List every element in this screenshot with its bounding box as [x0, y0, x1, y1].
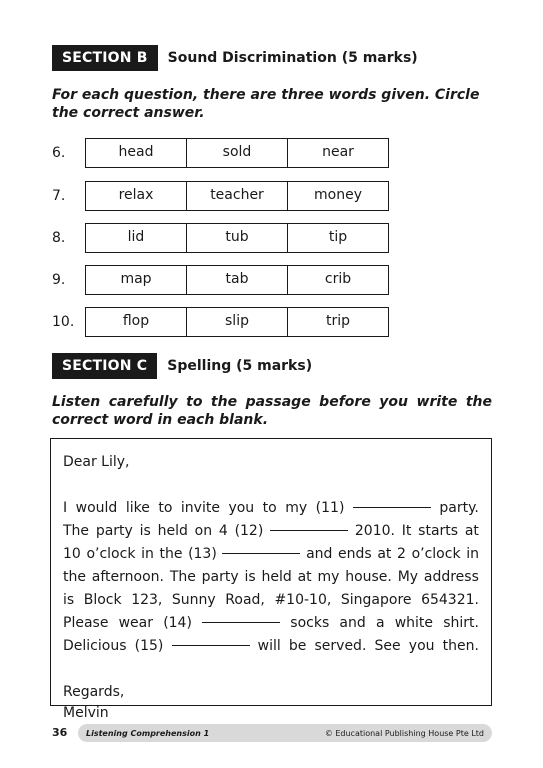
- question-row: [52, 138, 389, 168]
- letter-greeting: Dear Lily,: [63, 454, 130, 470]
- letter-word: my: [317, 569, 340, 585]
- answer-blank[interactable]: [353, 497, 431, 508]
- letter-word: party: [201, 569, 239, 585]
- word-option[interactable]: slip: [187, 308, 288, 336]
- word-option[interactable]: tub: [187, 224, 288, 252]
- letter-word: and: [306, 546, 333, 562]
- letter-word: I: [63, 500, 68, 516]
- letter-word: 2: [397, 546, 406, 562]
- word-options: [85, 223, 389, 253]
- book-title: Listening Comprehension 1: [86, 728, 210, 738]
- letter-word: Please: [63, 615, 109, 631]
- letter-word: held: [261, 569, 292, 585]
- letter-line: [63, 635, 479, 658]
- letter-word: 123,: [131, 592, 163, 608]
- question-number: 8.: [52, 230, 66, 246]
- question-row: [52, 181, 389, 211]
- question-row: [52, 223, 389, 253]
- question-number: 10.: [52, 314, 75, 330]
- word-option[interactable]: trip: [325, 313, 351, 329]
- letter-word: you: [228, 500, 255, 516]
- word-option[interactable]: map: [86, 266, 187, 294]
- question-number: 6.: [52, 145, 66, 161]
- letter-word: afternoon.: [91, 569, 164, 585]
- section-c-tag: SECTION C: [52, 353, 157, 379]
- letter-signature: Melvin: [63, 705, 109, 721]
- word-option[interactable]: tip: [328, 229, 348, 245]
- letter-word: to: [158, 500, 173, 516]
- word-options: [85, 307, 389, 337]
- letter-word: It: [401, 523, 412, 539]
- letter-word: would: [75, 500, 118, 516]
- letter-word: you: [408, 638, 435, 654]
- question-row: [52, 307, 389, 337]
- letter-word: my: [285, 500, 308, 516]
- letter-word: socks: [290, 615, 330, 631]
- footer-bar: [78, 724, 492, 742]
- letter-word: party: [95, 523, 133, 539]
- letter-line: [63, 589, 479, 612]
- answer-blank[interactable]: [270, 520, 348, 531]
- letter-word: in: [466, 546, 479, 562]
- letter-word: starts: [418, 523, 459, 539]
- letter-word: address: [423, 569, 479, 585]
- section-b-title: Sound Discrimination (5 marks): [167, 50, 418, 66]
- letter-word: white: [394, 615, 434, 631]
- letter-word: (11): [315, 500, 345, 516]
- section-b-instruction: For each question, there are three words given. Circle the correct answer.: [52, 87, 480, 121]
- word-options: [85, 181, 389, 211]
- letter-word: Delicious: [63, 638, 127, 654]
- letter-line: [63, 520, 479, 543]
- letter-word: will: [257, 638, 281, 654]
- letter-word: 4: [218, 523, 228, 539]
- section-c-header: [52, 353, 312, 379]
- letter-word: the: [159, 546, 183, 562]
- word-options: [85, 138, 389, 168]
- letter-word: be: [288, 638, 307, 654]
- letter-line: [63, 497, 479, 520]
- letter-word: house.: [345, 569, 392, 585]
- copyright-notice: © Educational Publishing House Pte Ltd: [324, 728, 484, 738]
- letter-word: (13): [188, 546, 217, 562]
- letter-word: is: [63, 592, 75, 608]
- letter-word: Road,: [225, 592, 265, 608]
- letter-word: at: [464, 523, 479, 539]
- letter-word: to: [262, 500, 277, 516]
- letter-word: Block: [83, 592, 122, 608]
- letter-word: wear: [118, 615, 154, 631]
- question-number: 9.: [52, 272, 66, 288]
- letter-word: then.: [442, 638, 479, 654]
- letter-word: the: [63, 569, 86, 585]
- letter-word: Sunny: [171, 592, 216, 608]
- letter-line: [63, 566, 479, 589]
- word-option[interactable]: head: [86, 139, 187, 167]
- letter-word: a: [375, 615, 385, 631]
- word-option[interactable]: relax: [86, 182, 187, 210]
- word-option[interactable]: near: [322, 144, 354, 160]
- word-options: [85, 265, 389, 295]
- word-option[interactable]: tab: [187, 266, 288, 294]
- letter-word: 654321.: [421, 592, 479, 608]
- answer-blank[interactable]: [172, 635, 250, 646]
- letter-word: in: [141, 546, 154, 562]
- letter-word: The: [169, 569, 196, 585]
- page-number: 36: [52, 726, 68, 739]
- letter-box: [50, 438, 492, 721]
- letter-word: 10: [63, 546, 81, 562]
- letter-word: like: [125, 500, 150, 516]
- letter-word: #10-10,: [274, 592, 332, 608]
- letter-word: o’clock: [86, 546, 136, 562]
- letter-word: shirt.: [443, 615, 479, 631]
- letter-line: [63, 612, 479, 635]
- letter-line: [63, 543, 479, 566]
- letter-body: [63, 497, 479, 658]
- letter-word: and: [339, 615, 366, 631]
- letter-word: See: [374, 638, 401, 654]
- letter-word: at: [297, 569, 312, 585]
- answer-blank[interactable]: [222, 543, 300, 554]
- section-c-instruction: Listen carefully to the passage before you write the correct word in each blank.: [52, 394, 492, 428]
- letter-word: The: [63, 523, 90, 539]
- letter-word: (14): [163, 615, 192, 631]
- letter-word: served.: [314, 638, 367, 654]
- section-c-title: Spelling (5 marks): [167, 358, 313, 374]
- question-number: 7.: [52, 188, 66, 204]
- letter-word: on: [194, 523, 213, 539]
- question-row: [52, 265, 389, 295]
- word-option[interactable]: lid: [86, 224, 187, 252]
- letter-word: My: [397, 569, 419, 585]
- letter-word: at: [377, 546, 392, 562]
- letter-word: ends: [338, 546, 372, 562]
- letter-word: (12): [234, 523, 264, 539]
- letter-word: is: [244, 569, 256, 585]
- word-option[interactable]: teacher: [187, 182, 288, 210]
- letter-word: invite: [180, 500, 220, 516]
- letter-word: is: [139, 523, 151, 539]
- letter-word: 2010.: [354, 523, 395, 539]
- section-b-tag: SECTION B: [52, 45, 158, 71]
- letter-closing: Regards,: [63, 684, 125, 700]
- letter-word: held: [157, 523, 188, 539]
- word-option[interactable]: sold: [187, 139, 288, 167]
- section-b-header: [52, 45, 418, 71]
- answer-blank[interactable]: [202, 612, 280, 623]
- word-option[interactable]: money: [314, 187, 362, 203]
- letter-word: party.: [439, 500, 479, 516]
- word-option[interactable]: flop: [86, 308, 187, 336]
- letter-word: o’clock: [411, 546, 461, 562]
- letter-word: Singapore: [340, 592, 412, 608]
- letter-word: (15): [134, 638, 164, 654]
- word-option[interactable]: crib: [324, 271, 352, 287]
